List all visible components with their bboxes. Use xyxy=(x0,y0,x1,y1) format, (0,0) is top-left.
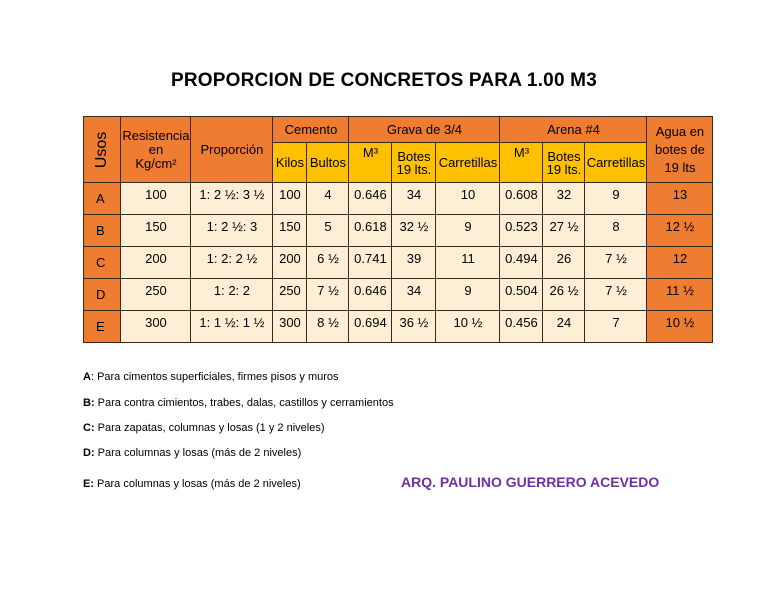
arena-carretillas-header: Carretillas xyxy=(585,143,647,183)
legend-item-b: B: Para contra cimientos, trabes, dalas, castillos y cerramientos xyxy=(83,397,394,409)
grava-m3-cell: 0.646 xyxy=(349,279,392,311)
uso-cell: C xyxy=(84,247,121,279)
resistencia-cell: 150 xyxy=(121,215,191,247)
arena-m3-cell: 0.504 xyxy=(500,279,543,311)
agua-cell: 12 ½ xyxy=(647,215,713,247)
resistencia-header: Resistencia en Kg/cm² xyxy=(121,117,191,183)
proporcion-header: Proporción xyxy=(191,117,273,183)
grava-carretillas-cell: 9 xyxy=(436,279,500,311)
grava-carretillas-cell: 10 xyxy=(436,183,500,215)
grava-m3-header: M³ xyxy=(349,143,392,183)
table-body xyxy=(84,117,713,343)
arena-header: Arena #4 xyxy=(500,117,647,143)
agua-cell: 11 ½ xyxy=(647,279,713,311)
arena-carretillas-cell: 8 xyxy=(585,215,647,247)
kilos-cell: 300 xyxy=(273,311,307,343)
arena-botes-cell: 26 ½ xyxy=(543,279,585,311)
proporcion-cell: 1: 2: 2 xyxy=(191,279,273,311)
resistencia-cell: 100 xyxy=(121,183,191,215)
kilos-header: Kilos xyxy=(273,143,307,183)
kilos-cell: 150 xyxy=(273,215,307,247)
bultos-cell: 7 ½ xyxy=(307,279,349,311)
agua-header: Agua en botes de 19 lts xyxy=(647,117,713,183)
grava-m3-cell: 0.741 xyxy=(349,247,392,279)
legend-item-c: C: Para zapatas, columnas y losas (1 y 2 niveles) xyxy=(83,422,325,434)
proporcion-cell: 1: 2 ½: 3 xyxy=(191,215,273,247)
grava-botes-cell: 39 xyxy=(392,247,436,279)
grava-botes-cell: 34 xyxy=(392,183,436,215)
table-row xyxy=(84,311,713,343)
grava-carretillas-header: Carretillas xyxy=(436,143,500,183)
arena-m3-cell: 0.494 xyxy=(500,247,543,279)
grava-m3-cell: 0.618 xyxy=(349,215,392,247)
resistencia-cell: 200 xyxy=(121,247,191,279)
arena-botes-header: Botes 19 lts. xyxy=(543,143,585,183)
proporcion-cell: 1: 2: 2 ½ xyxy=(191,247,273,279)
uso-cell: A xyxy=(84,183,121,215)
arena-botes-cell: 24 xyxy=(543,311,585,343)
header-row-1 xyxy=(84,117,713,143)
grava-botes-cell: 34 xyxy=(392,279,436,311)
grava-header: Grava de 3/4 xyxy=(349,117,500,143)
arena-m3-header: M³ xyxy=(500,143,543,183)
table-row xyxy=(84,279,713,311)
kilos-cell: 200 xyxy=(273,247,307,279)
resistencia-cell: 250 xyxy=(121,279,191,311)
page-title: PROPORCION DE CONCRETOS PARA 1.00 M3 xyxy=(171,70,597,91)
usos-header: Usos xyxy=(84,117,121,183)
arena-m3-cell: 0.456 xyxy=(500,311,543,343)
grava-carretillas-cell: 11 xyxy=(436,247,500,279)
grava-m3-cell: 0.694 xyxy=(349,311,392,343)
arena-m3-cell: 0.608 xyxy=(500,183,543,215)
uso-cell: D xyxy=(84,279,121,311)
bultos-cell: 4 xyxy=(307,183,349,215)
arena-botes-cell: 26 xyxy=(543,247,585,279)
grava-botes-cell: 32 ½ xyxy=(392,215,436,247)
bultos-cell: 6 ½ xyxy=(307,247,349,279)
arena-botes-cell: 32 xyxy=(543,183,585,215)
arena-m3-cell: 0.523 xyxy=(500,215,543,247)
legend-item-a: A: Para cimentos superficiales, firmes pisos y muros xyxy=(83,371,339,383)
kilos-cell: 100 xyxy=(273,183,307,215)
bultos-cell: 8 ½ xyxy=(307,311,349,343)
legend-item-e: E: Para columnas y losas (más de 2 niveles) xyxy=(83,478,301,490)
bultos-cell: 5 xyxy=(307,215,349,247)
arena-carretillas-cell: 9 xyxy=(585,183,647,215)
author-signature: ARQ. PAULINO GUERRERO ACEVEDO xyxy=(401,474,660,490)
kilos-cell: 250 xyxy=(273,279,307,311)
proporcion-cell: 1: 1 ½: 1 ½ xyxy=(191,311,273,343)
uso-cell: E xyxy=(84,311,121,343)
arena-carretillas-cell: 7 ½ xyxy=(585,247,647,279)
grava-m3-cell: 0.646 xyxy=(349,183,392,215)
bultos-header: Bultos xyxy=(307,143,349,183)
arena-carretillas-cell: 7 ½ xyxy=(585,279,647,311)
grava-carretillas-cell: 9 xyxy=(436,215,500,247)
proporcion-cell: 1: 2 ½: 3 ½ xyxy=(191,183,273,215)
cemento-header: Cemento xyxy=(273,117,349,143)
arena-botes-cell: 27 ½ xyxy=(543,215,585,247)
arena-carretillas-cell: 7 xyxy=(585,311,647,343)
table-row xyxy=(84,215,713,247)
grava-botes-header: Botes 19 lts. xyxy=(392,143,436,183)
concrete-proportion-table xyxy=(83,116,713,343)
legend-item-d: D: Para columnas y losas (más de 2 niveles) xyxy=(83,447,302,459)
agua-cell: 12 xyxy=(647,247,713,279)
table-row xyxy=(84,247,713,279)
grava-carretillas-cell: 10 ½ xyxy=(436,311,500,343)
table-row xyxy=(84,183,713,215)
resistencia-cell: 300 xyxy=(121,311,191,343)
uso-cell: B xyxy=(84,215,121,247)
agua-cell: 10 ½ xyxy=(647,311,713,343)
agua-cell: 13 xyxy=(647,183,713,215)
grava-botes-cell: 36 ½ xyxy=(392,311,436,343)
